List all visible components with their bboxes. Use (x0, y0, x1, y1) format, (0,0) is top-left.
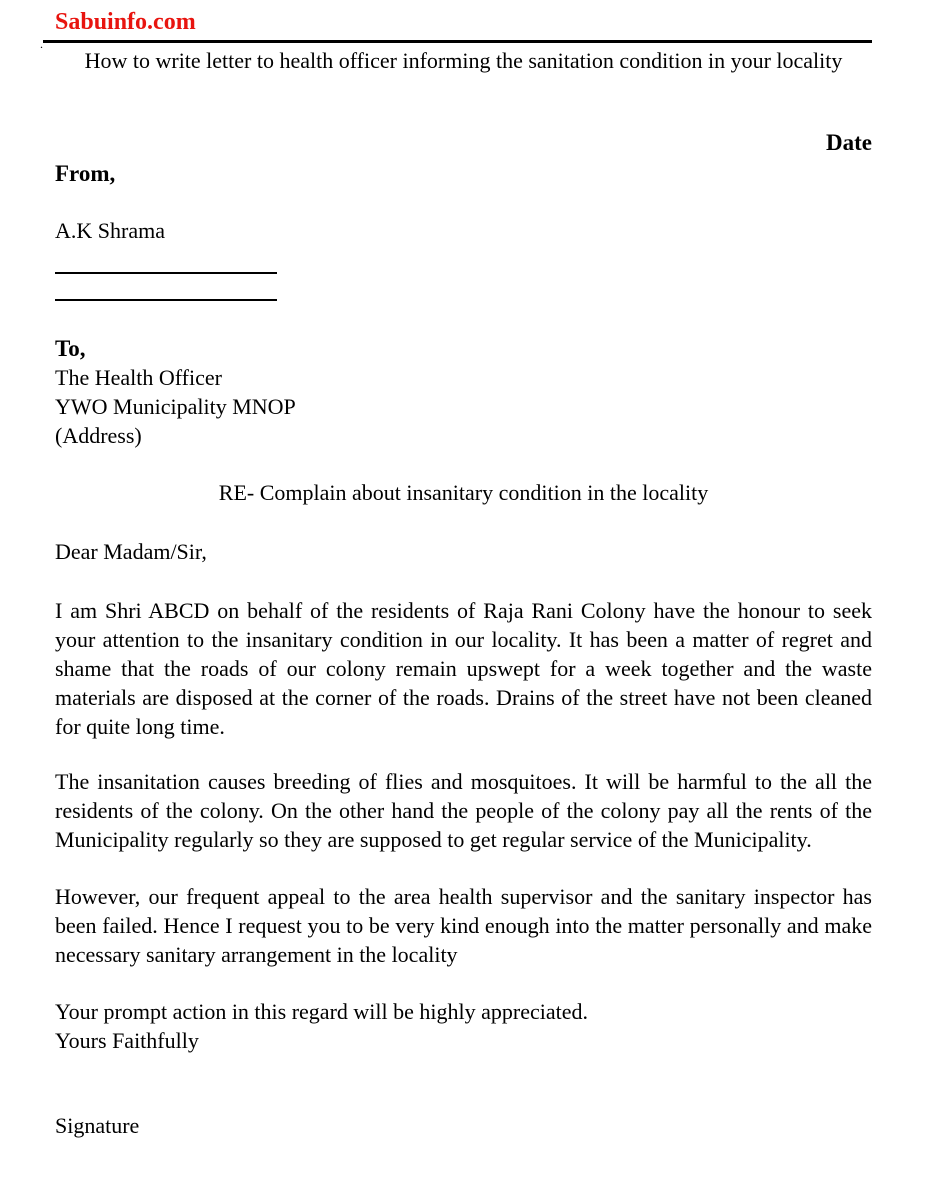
from-name: A.K Shrama (55, 218, 165, 243)
to-line-organization: YWO Municipality MNOP (55, 394, 296, 419)
from-label: From, (55, 161, 116, 186)
to-line-address: (Address) (55, 423, 142, 448)
body-paragraph-2: The insanitation causes breeding of flies and mosquitoes. It will be harmful to the all the residents of the colony. On the other hand the people of the colony pay all the rents of the Municipality regularly so they are supposed to get regular service of the Municipality. (55, 769, 872, 852)
page-title: How to write letter to health officer informing the sanitation condition in your locality (84, 48, 843, 73)
signoff: Yours Faithfully (55, 1028, 199, 1053)
date-label: Date (826, 130, 872, 155)
to-label: To, (55, 336, 86, 361)
fill-in-line-1 (55, 247, 277, 274)
closing-line: Your prompt action in this regard will be highly appreciated. (55, 999, 588, 1024)
stray-mark: . (40, 37, 43, 51)
site-brand: Sabuinfo.com (55, 9, 196, 35)
body-paragraph-1: I am Shri ABCD on behalf of the residents of Raja Rani Colony have the honour to seek your attention to the insanitary condition in our locality. It has been a matter of regret and shame that the roads of our colony remain upswept for a week together and the waste materials are disposed at the corner of the roads. Drains of the street have not been cleaned for quite long time. (55, 598, 872, 739)
signature-label: Signature (55, 1113, 140, 1138)
body-paragraph-3: However, our frequent appeal to the area health supervisor and the sanitary inspector has been failed. Hence I request you to be very kind enough into the matter personally and make necessary sanitary arrangement in the locality (55, 884, 872, 967)
to-line-recipient: The Health Officer (55, 365, 222, 390)
fill-in-line-2 (55, 274, 277, 301)
subject-line: RE- Complain about insanitary condition in the locality (218, 480, 709, 505)
header-rule (43, 40, 872, 43)
salutation: Dear Madam/Sir, (55, 539, 207, 564)
